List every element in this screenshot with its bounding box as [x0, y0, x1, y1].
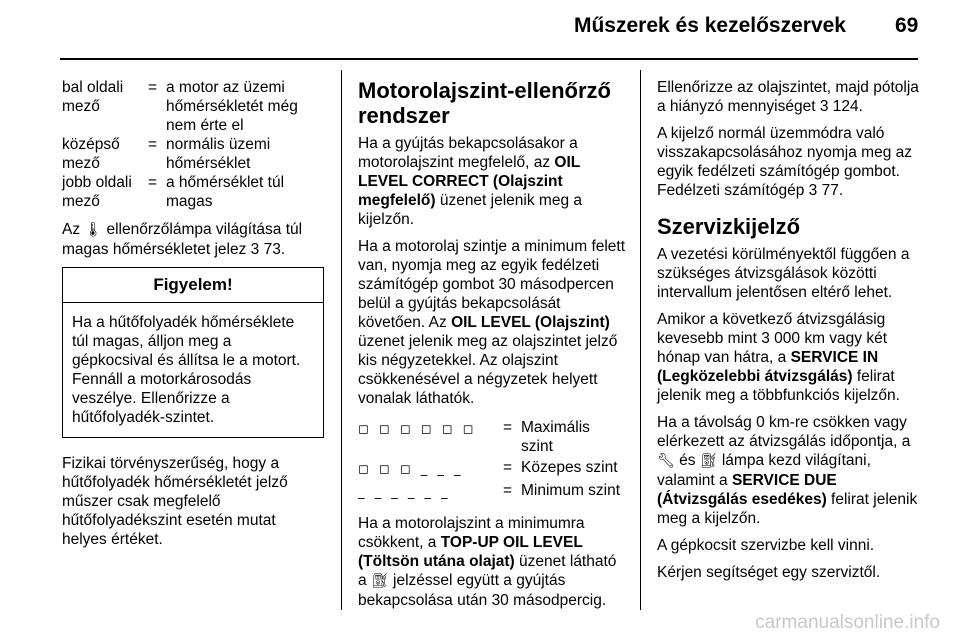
- page-header-title: Műszerek és kezelőszervek: [573, 14, 846, 37]
- page-reference-icon: 3: [819, 98, 829, 115]
- oil-can-icon: ⛽︎: [699, 453, 718, 469]
- text-fragment: Ha a motorolajszint a minimumra csökkent, a: [358, 515, 585, 551]
- text-fragment: Az: [62, 221, 85, 238]
- definition-row: [62, 78, 324, 135]
- definition-description: a hőmérséklet túl magas: [166, 174, 285, 210]
- text-fragment: üzenet jelenik meg a kijelzőn.: [358, 192, 582, 228]
- definition-term: jobb oldali mező: [62, 174, 132, 210]
- oil-level-label: Maximális szint: [521, 419, 590, 455]
- section-title-service: Szervizkijelző: [657, 214, 801, 239]
- page-reference[interactable]: 77.: [817, 182, 844, 199]
- warning-lamp-paragraph: [62, 220, 324, 259]
- service-wrench-icon: 🔧︎: [657, 453, 675, 469]
- page-number: 69: [895, 14, 919, 37]
- oil-level-row: [358, 418, 626, 458]
- oil-level-paragraph-3: [358, 514, 626, 610]
- oil-level-label: Minimum szint: [521, 482, 621, 499]
- display-message: TOP-UP OIL LEVEL (Töltsön utána olajat): [358, 534, 583, 570]
- temperature-gauge-definitions: [62, 78, 324, 211]
- definition-equals: =: [503, 459, 513, 476]
- service-paragraph-5: Kérjen segítséget egy szerviztől.: [657, 564, 881, 581]
- oil-level-row: [358, 458, 626, 481]
- left-column: [62, 78, 324, 557]
- definition-equals: =: [148, 136, 158, 153]
- text-fragment: Ha a motorolaj szintje a minimum felett van, nyomja meg az egyik fedélzeti számítógép gombot 30 másodpercen belül a gyújtás bekapcsolását követően. Az: [358, 238, 626, 331]
- warning-title: Figyelem!: [63, 268, 323, 303]
- page-reference[interactable]: 73.: [259, 241, 286, 258]
- definition-equals: =: [148, 174, 158, 191]
- display-reset-paragraph: [657, 124, 925, 200]
- oil-level-paragraph-2: [358, 237, 626, 408]
- service-paragraph-3: [657, 413, 925, 528]
- definition-equals: =: [503, 482, 513, 499]
- text-fragment: Ha a gyújtás bekapcsolásakor a motorolajszint megfelelő, az: [358, 135, 578, 171]
- definition-row: [62, 173, 324, 211]
- oil-level-row: [358, 481, 626, 504]
- oil-level-symbols: ◻ ◻ ◻ _ _ _: [358, 462, 464, 477]
- text-fragment: felirat jelenik meg a többfunkciós kijelzőn.: [657, 368, 900, 404]
- display-message: SERVICE IN (Legközelebbi átvizsgálás): [657, 349, 879, 385]
- text-fragment: jelzéssel együtt a gyújtás bekapcsolása után 30 másodpercig.: [358, 572, 607, 609]
- oil-level-symbols: _ _ _ _ _ _: [358, 485, 451, 500]
- oil-level-symbols: ◻ ◻ ◻ ◻ ◻ ◻: [358, 422, 477, 437]
- text-fragment: üzenet látható a: [358, 553, 617, 589]
- column-divider-right: [640, 70, 641, 610]
- definition-term: középső mező: [62, 136, 120, 172]
- middle-column: [358, 78, 626, 618]
- definition-equals: =: [148, 79, 158, 96]
- definition-term: bal oldali mező: [62, 79, 124, 115]
- text-fragment: és: [674, 452, 700, 469]
- text-fragment: felirat jelenik meg a kijelzőn.: [657, 491, 918, 527]
- physics-note-paragraph: Fizikai törvényszerűség, hogy a hűtőfolyadék hőmérsékletét jelző műszer csak megfelelő hűtőfolyadékszint esetén mutat helyes értéket.: [62, 455, 288, 548]
- coolant-temperature-icon: 🌡︎: [84, 222, 103, 238]
- oil-can-icon: ⛽︎: [370, 573, 389, 589]
- definition-equals: =: [503, 419, 513, 436]
- text-fragment: lámpa kezd világítani, valamint a: [657, 452, 871, 489]
- header-rule: [60, 58, 918, 60]
- definition-row: [62, 135, 324, 173]
- text-fragment: Ellenőrizze az olajszintet, majd pótolja a hiányzó mennyiséget: [657, 79, 919, 115]
- display-message: OIL LEVEL CORRECT (Olajszint megfelelő): [358, 154, 580, 209]
- warning-box: [62, 267, 324, 438]
- oil-level-paragraph-1: [358, 134, 626, 229]
- display-message: OIL LEVEL (Olajszint): [451, 314, 610, 331]
- text-fragment: ellenőrzőlámpa világítása túl magas hőmérsékletet jelez: [62, 221, 303, 258]
- oil-topup-paragraph: [657, 78, 925, 116]
- column-divider-left: [341, 70, 342, 610]
- text-fragment: üzenet jelenik meg az olajszintet jelző kis négyzetekkel. Az olajszint csökkenésével a négyzetek helyett vonalak láthatók.: [358, 333, 618, 407]
- oil-level-indicator-table: [358, 418, 626, 504]
- definition-description: normális üzemi hőmérséklet: [166, 136, 271, 172]
- watermark: carmanualsonline.info: [755, 612, 940, 633]
- oil-level-label: Közepes szint: [521, 459, 618, 476]
- service-paragraph-4: A gépkocsit szervizbe kell vinni.: [657, 537, 875, 554]
- text-fragment: Amikor a következő átvizsgálásig kevesebb mint 3 000 km vagy két hónap van hátra, a: [657, 311, 888, 366]
- page-reference-icon: 3: [250, 241, 260, 258]
- page-reference[interactable]: 124.: [828, 98, 863, 115]
- text-fragment: A kijelző normál üzemmódra való visszakapcsolásához nyomja meg az egyik fedélzeti számítógép gombot. Fedélzeti számítógép: [657, 125, 913, 199]
- definition-description: a motor az üzemi hőmérsékletét még nem érte el: [166, 79, 298, 134]
- warning-body: Ha a hűtőfolyadék hőmérséklete túl magas, álljon meg a gépkocsival és állítsa le a motort. Fennáll a motorkárosodás veszélye. Ellenőrizze a hűtőfolyadék-szintet.: [72, 314, 301, 426]
- display-message: SERVICE DUE (Átvizsgálás esedékes): [657, 472, 837, 508]
- service-paragraph-2: [657, 310, 925, 405]
- text-fragment: Ha a távolság 0 km-re csökken vagy elérkezett az átvizsgálás időpontja, a: [657, 414, 911, 450]
- page-reference-icon: 3: [808, 182, 818, 199]
- right-column: [657, 78, 925, 590]
- service-paragraph-1: A vezetési körülményektől függően a szükséges átvizsgálások közötti intervallum jelentősen eltérő lehet.: [657, 246, 910, 301]
- section-title-oil-level: Motorolajszint-ellenőrző rendszer: [358, 78, 611, 128]
